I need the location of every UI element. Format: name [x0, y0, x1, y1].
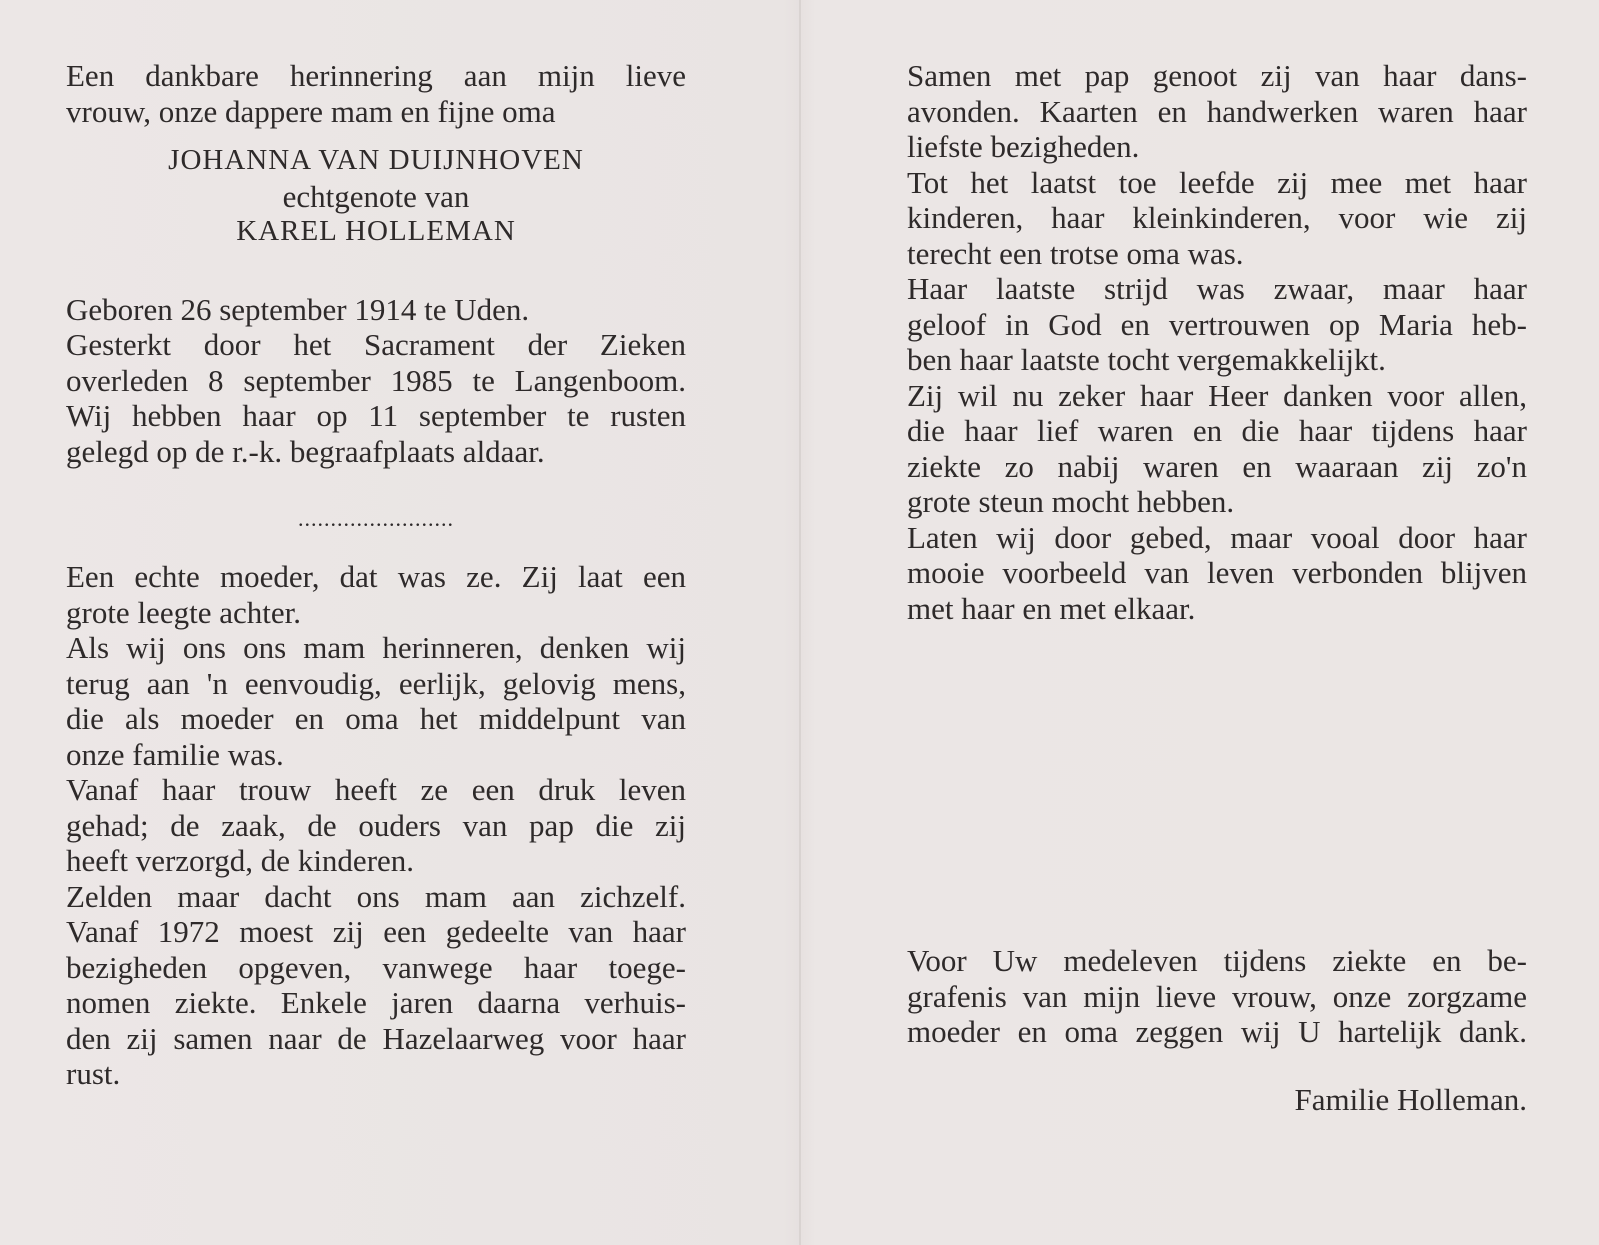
- story-line: grote steun mocht hebben.: [907, 484, 1235, 519]
- right-page: [907, 58, 1527, 626]
- story-text-right: [907, 58, 1527, 626]
- story-line: Zelden maar dacht ons mam aan zichzelf.: [66, 878, 686, 914]
- card-fold: [799, 0, 801, 1245]
- story-line: ziekte zo nabij waren en waaraan zij zo'n: [907, 448, 1527, 484]
- intro-line: vrouw, onze dappere mam en fijne oma: [66, 93, 556, 129]
- thanks-note: [907, 943, 1527, 1117]
- story-line: avonden. Kaarten en handwerken waren haar: [907, 93, 1527, 129]
- life-details: [66, 292, 686, 470]
- story-text-left: [66, 559, 686, 1092]
- intro-text: [66, 58, 686, 129]
- spouse-name: KAREL HOLLEMAN: [236, 215, 516, 247]
- story-line: terecht een trotse oma was.: [907, 235, 1244, 271]
- story-line: Tot het laatst toe leefde zij mee met haar: [907, 164, 1527, 200]
- story-line: liefste bezigheden.: [907, 129, 1140, 164]
- story-line: terug aan 'n eenvoudig, eerlijk, gelovig mens,: [66, 665, 686, 701]
- left-page: [66, 58, 686, 1092]
- story-line: den zij samen naar de Hazelaarweg voor haar: [66, 1020, 686, 1056]
- story-line: die als moeder en oma het middelpunt van: [66, 701, 686, 736]
- details-line: Wij hebben haar op 11 september te rusten: [66, 398, 686, 433]
- thanks-line: moeder en oma zeggen wij U hartelijk dank.: [907, 1014, 1527, 1049]
- story-line: nomen ziekte. Enkele jaren daarna verhuis-: [66, 985, 686, 1020]
- story-line: Zij wil nu zeker haar Heer danken voor allen,: [907, 377, 1527, 413]
- family-signature: Familie Holleman.: [1294, 1081, 1527, 1117]
- thanks-line: Voor Uw medeleven tijdens ziekte en be-: [907, 943, 1527, 978]
- story-line: die haar lief waren en die haar tijdens haar: [907, 413, 1527, 448]
- details-line: overleden 8 september 1985 te Langenboom.: [66, 362, 686, 398]
- story-line: geloof in God en vertrouwen op Maria heb-: [907, 306, 1527, 342]
- details-line: Gesterkt door het Sacrament der Zieken: [66, 327, 686, 362]
- story-line: met haar en met elkaar.: [907, 590, 1196, 626]
- story-line: grote leegte achter.: [66, 594, 301, 630]
- story-line: Laten wij door gebed, maar vooal door haar: [907, 519, 1527, 555]
- deceased-name: JOHANNA VAN DUIJNHOVEN: [168, 144, 584, 176]
- story-line: Als wij ons ons mam herinneren, denken wij: [66, 630, 686, 665]
- story-line: rust.: [66, 1056, 121, 1091]
- story-line: mooie voorbeeld van leven verbonden blijven: [907, 555, 1527, 590]
- story-line: Samen met pap genoot zij van haar dans-: [907, 58, 1527, 93]
- story-line: onze familie was.: [66, 736, 284, 772]
- thanks-line: grafenis van mijn lieve vrouw, onze zorgzame: [907, 978, 1527, 1014]
- story-line: Vanaf 1972 moest zij een gedeelte van haar: [66, 914, 686, 949]
- spouse-relation: echtgenote van: [282, 178, 470, 214]
- story-line: Vanaf haar trouw heeft ze een druk leven: [66, 772, 686, 807]
- details-line: gelegd op de r.-k. begraafplaats aldaar.: [66, 433, 545, 469]
- story-line: ben haar laatste tocht vergemakkelijkt.: [907, 342, 1386, 377]
- story-line: Een echte moeder, dat was ze. Zij laat een: [66, 559, 686, 594]
- story-line: gehad; de zaak, de ouders van pap die zij: [66, 807, 686, 843]
- dotted-divider: ........................: [298, 506, 454, 531]
- details-line: Geboren 26 september 1914 te Uden.: [66, 291, 530, 327]
- story-line: kinderen, haar kleinkinderen, voor wie zij: [907, 200, 1527, 235]
- intro-line: Een dankbare herinnering aan mijn lieve: [66, 58, 686, 93]
- story-line: heeft verzorgd, de kinderen.: [66, 843, 415, 878]
- story-line: bezigheden opgeven, vanwege haar toege-: [66, 949, 686, 985]
- story-line: Haar laatste strijd was zwaar, maar haar: [907, 271, 1527, 306]
